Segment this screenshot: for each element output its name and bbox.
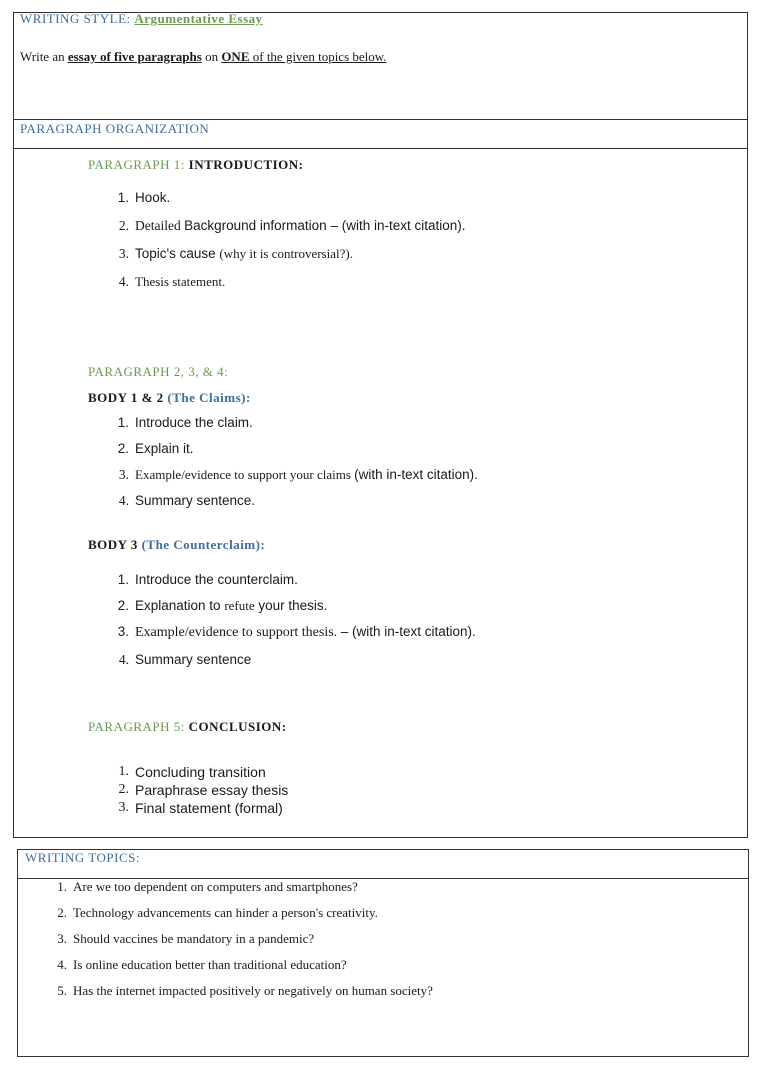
instruction-line: [20, 49, 387, 65]
counterclaim-list: [117, 572, 476, 678]
paragraph-5-heading: [88, 719, 287, 735]
item-text-3: your thesis.: [254, 598, 328, 613]
list-item: [118, 493, 478, 519]
item-text: Hook.: [135, 190, 171, 205]
item-number: 4.: [118, 493, 129, 508]
list-item: [118, 467, 478, 493]
list-item: [57, 905, 433, 931]
writing-style-label: WRITING STYLE:: [20, 11, 131, 26]
item-text: Is online education better than traditional education?: [73, 957, 347, 972]
item-text: Explain it.: [135, 441, 194, 456]
item-number: 2.: [57, 905, 67, 920]
list-item: [118, 764, 288, 782]
item-text: Topic's cause: [135, 246, 220, 261]
topics-list: [57, 879, 433, 1009]
item-text: Summary sentence: [135, 652, 252, 667]
item-text: Should vaccines be mandatory in a pandemic?: [73, 931, 315, 946]
item-number: 3.: [117, 624, 129, 639]
divider-organization: [13, 148, 748, 149]
instruction-one: ONE: [221, 49, 250, 64]
instruction-text-1: Write an: [20, 49, 68, 64]
paragraph-5-label: PARAGRAPH 5:: [88, 719, 185, 734]
list-item: [57, 957, 433, 983]
item-text: Technology advancements can hinder a person's creativity.: [73, 905, 378, 920]
item-text: Introduce the counterclaim.: [135, 572, 298, 587]
item-number: 3.: [57, 931, 67, 946]
claims-list: [117, 415, 478, 519]
item-text: Detailed: [135, 218, 185, 233]
instruction-text-3: of the given topics below.: [249, 49, 387, 64]
item-text: Final statement (formal): [135, 800, 283, 816]
item-text: Example/evidence to support thesis.: [135, 625, 341, 640]
list-item: [118, 274, 466, 302]
list-item: [117, 598, 476, 624]
divider-style: [13, 119, 748, 120]
item-number: 2.: [117, 598, 129, 613]
list-item: [118, 782, 289, 800]
paragraph-1-title: INTRODUCTION:: [188, 157, 304, 172]
body-12-title: BODY 1 & 2: [88, 390, 164, 405]
body-3-heading: [88, 537, 265, 553]
list-item: [117, 415, 478, 441]
topics-header: WRITING TOPICS:: [25, 850, 140, 865]
item-text: Thesis statement.: [135, 274, 226, 289]
item-number: 3.: [118, 246, 129, 261]
conclusion-list: [118, 764, 289, 818]
item-text: Has the internet impacted positively or negatively on human society?: [73, 983, 433, 998]
organization-header: PARAGRAPH ORGANIZATION: [20, 121, 210, 136]
item-number: 4.: [118, 274, 129, 289]
item-number: 3.: [118, 800, 129, 815]
list-item: [118, 652, 476, 678]
body-12-heading: [88, 390, 251, 406]
paragraph-1-heading: [88, 157, 304, 173]
list-item: [117, 190, 466, 218]
instruction-emphasis: essay of five paragraphs: [67, 49, 202, 64]
list-item: [57, 879, 433, 905]
paragraph-1-label: PARAGRAPH 1:: [88, 157, 185, 172]
paragraph-5-title: CONCLUSION:: [188, 719, 287, 734]
list-item: [57, 983, 433, 1009]
item-text-2: Background information – (with in-text citation).: [184, 218, 466, 233]
item-text: Introduce the claim.: [135, 415, 253, 430]
item-number: 1.: [117, 572, 129, 587]
list-item: [117, 624, 476, 652]
body-3-subtitle: (The Counterclaim):: [141, 537, 266, 552]
writing-style-value: Argumentative Essay: [134, 11, 263, 26]
item-text-2: (with in-text citation).: [354, 467, 478, 482]
item-text: Are we too dependent on computers and smartphones?: [73, 879, 358, 894]
item-text: Summary sentence.: [135, 493, 256, 508]
list-item: [118, 218, 466, 246]
item-number: 4.: [57, 957, 67, 972]
item-text: Concluding transition: [135, 764, 266, 780]
paragraph-234-label: PARAGRAPH 2, 3, & 4:: [88, 364, 229, 379]
item-number: 2.: [118, 782, 129, 797]
item-number: 5.: [57, 983, 67, 998]
body-12-subtitle: (The Claims):: [167, 390, 251, 405]
body-3-title: BODY 3: [88, 537, 138, 552]
item-number: 2.: [117, 441, 129, 456]
item-text-2: refute: [224, 598, 255, 613]
item-text: Example/evidence to support your claims: [135, 467, 355, 482]
item-text-2: – (with in-text citation).: [340, 624, 476, 639]
item-text: Explanation to: [135, 598, 225, 613]
item-number: 1.: [117, 190, 129, 205]
list-item: [117, 572, 476, 598]
item-number: 1.: [57, 879, 67, 894]
item-text-2: (why it is controversial?).: [219, 246, 353, 261]
list-item: [118, 800, 288, 818]
item-text: Paraphrase essay thesis: [135, 782, 289, 798]
instruction-text-2: on: [201, 49, 222, 64]
item-number: 1.: [118, 764, 129, 779]
introduction-list: [117, 190, 466, 302]
list-item: [118, 246, 466, 274]
list-item: [117, 441, 478, 467]
item-number: 1.: [117, 415, 129, 430]
writing-style-line: [20, 11, 263, 27]
item-number: 2.: [118, 218, 129, 233]
item-number: 3.: [118, 467, 129, 482]
item-number: 4.: [118, 652, 129, 667]
list-item: [57, 931, 433, 957]
